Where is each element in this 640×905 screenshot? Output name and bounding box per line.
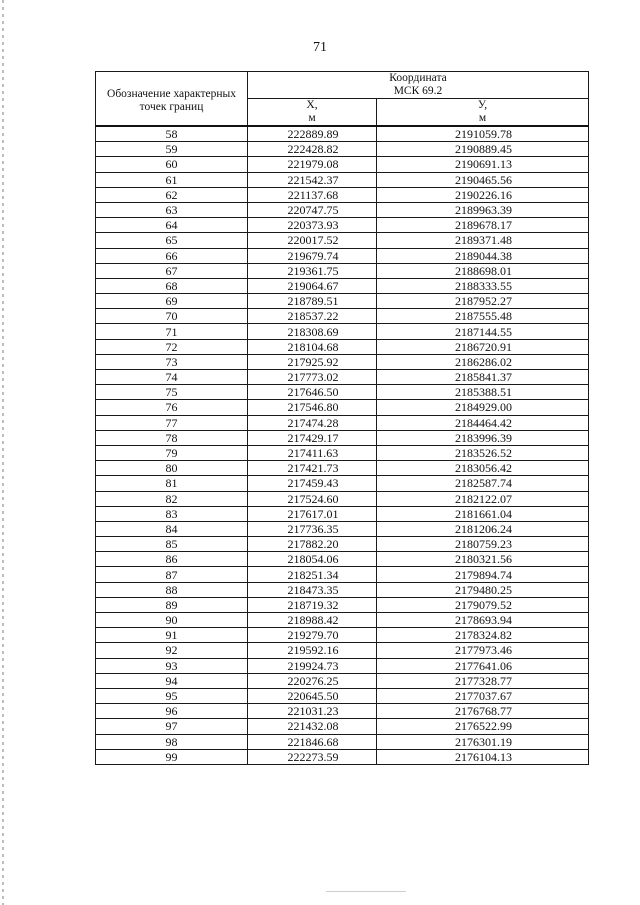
y-coordinate-cell: 2187144.55	[377, 324, 589, 339]
y-coordinate-cell: 2189678.17	[377, 218, 589, 233]
point-number-cell: 65	[96, 233, 248, 248]
point-number-cell: 74	[96, 370, 248, 385]
table-row	[96, 719, 589, 734]
table-row	[96, 294, 589, 309]
point-number-cell: 62	[96, 187, 248, 202]
table-row	[96, 628, 589, 643]
x-coordinate-cell: 217882.20	[248, 537, 377, 552]
table-row	[96, 582, 589, 597]
table-row	[96, 385, 589, 400]
point-number-cell: 87	[96, 567, 248, 582]
table-row	[96, 461, 589, 476]
y-coordinate-cell: 2183526.52	[377, 445, 589, 460]
header-y-unit: м	[478, 112, 487, 124]
point-number-cell: 72	[96, 339, 248, 354]
point-number-cell: 85	[96, 537, 248, 552]
table-row	[96, 552, 589, 567]
y-coordinate-cell: 2190226.16	[377, 187, 589, 202]
x-coordinate-cell: 217474.28	[248, 415, 377, 430]
y-coordinate-cell: 2183056.42	[377, 461, 589, 476]
x-coordinate-cell: 218054.06	[248, 552, 377, 567]
point-number-cell: 93	[96, 658, 248, 673]
table-row	[96, 643, 589, 658]
table-row	[96, 233, 589, 248]
x-coordinate-cell: 221979.08	[248, 157, 377, 172]
point-number-cell: 99	[96, 749, 248, 764]
point-number-cell: 69	[96, 294, 248, 309]
y-coordinate-cell: 2179079.52	[377, 597, 589, 612]
point-number-cell: 70	[96, 309, 248, 324]
y-coordinate-cell: 2177973.46	[377, 643, 589, 658]
table-row	[96, 218, 589, 233]
x-coordinate-cell: 219679.74	[248, 248, 377, 263]
x-coordinate-cell: 220645.50	[248, 688, 377, 703]
y-coordinate-cell: 2178324.82	[377, 628, 589, 643]
x-coordinate-cell: 219592.16	[248, 643, 377, 658]
y-coordinate-cell: 2176301.19	[377, 734, 589, 749]
x-coordinate-cell: 218719.32	[248, 597, 377, 612]
point-number-cell: 84	[96, 521, 248, 536]
point-number-cell: 92	[96, 643, 248, 658]
point-number-cell: 60	[96, 157, 248, 172]
point-number-cell: 83	[96, 506, 248, 521]
table-row	[96, 202, 589, 217]
table-row	[96, 537, 589, 552]
x-coordinate-cell: 219279.70	[248, 628, 377, 643]
y-coordinate-cell: 2180321.56	[377, 552, 589, 567]
y-coordinate-cell: 2181206.24	[377, 521, 589, 536]
x-coordinate-cell: 217546.80	[248, 400, 377, 415]
point-number-cell: 98	[96, 734, 248, 749]
table-row	[96, 673, 589, 688]
x-coordinate-cell: 221031.23	[248, 704, 377, 719]
y-coordinate-cell: 2186286.02	[377, 354, 589, 369]
header-y	[377, 99, 589, 127]
table-row	[96, 354, 589, 369]
x-coordinate-cell: 218988.42	[248, 613, 377, 628]
point-number-cell: 78	[96, 430, 248, 445]
y-coordinate-cell: 2189963.39	[377, 202, 589, 217]
header-coordinate-label: Координата	[389, 72, 447, 84]
table-row	[96, 658, 589, 673]
table-row	[96, 476, 589, 491]
y-coordinate-cell: 2187555.48	[377, 309, 589, 324]
x-coordinate-cell: 217421.73	[248, 461, 377, 476]
x-coordinate-cell: 222273.59	[248, 749, 377, 764]
table-row	[96, 430, 589, 445]
point-number-cell: 96	[96, 704, 248, 719]
x-coordinate-cell: 217429.17	[248, 430, 377, 445]
point-number-cell: 77	[96, 415, 248, 430]
table-row	[96, 704, 589, 719]
point-number-cell: 95	[96, 688, 248, 703]
x-coordinate-cell: 221846.68	[248, 734, 377, 749]
point-number-cell: 97	[96, 719, 248, 734]
table-row	[96, 172, 589, 187]
x-coordinate-cell: 220276.25	[248, 673, 377, 688]
table-row	[96, 278, 589, 293]
point-number-cell: 89	[96, 597, 248, 612]
table-row	[96, 491, 589, 506]
x-coordinate-cell: 218308.69	[248, 324, 377, 339]
table-row	[96, 263, 589, 278]
x-coordinate-cell: 220373.93	[248, 218, 377, 233]
coordinates-table	[95, 71, 589, 765]
point-number-cell: 61	[96, 172, 248, 187]
point-number-cell: 81	[96, 476, 248, 491]
y-coordinate-cell: 2190465.56	[377, 172, 589, 187]
x-coordinate-cell: 217646.50	[248, 385, 377, 400]
y-coordinate-cell: 2182587.74	[377, 476, 589, 491]
table-row	[96, 400, 589, 415]
table-row	[96, 521, 589, 536]
x-coordinate-cell: 218537.22	[248, 309, 377, 324]
x-coordinate-cell: 217459.43	[248, 476, 377, 491]
scanned-page-edge	[2, 0, 4, 905]
y-coordinate-cell: 2181661.04	[377, 506, 589, 521]
y-coordinate-cell: 2182122.07	[377, 491, 589, 506]
point-number-cell: 76	[96, 400, 248, 415]
point-number-cell: 82	[96, 491, 248, 506]
table-row	[96, 445, 589, 460]
x-coordinate-cell: 218104.68	[248, 339, 377, 354]
point-number-cell: 73	[96, 354, 248, 369]
y-coordinate-cell: 2176104.13	[377, 749, 589, 764]
table-row	[96, 506, 589, 521]
table-row	[96, 324, 589, 339]
point-number-cell: 71	[96, 324, 248, 339]
table-row	[96, 567, 589, 582]
table-row	[96, 142, 589, 157]
point-number-cell: 59	[96, 142, 248, 157]
point-number-cell: 63	[96, 202, 248, 217]
y-coordinate-cell: 2180759.23	[377, 537, 589, 552]
point-number-cell: 66	[96, 248, 248, 263]
table-row	[96, 734, 589, 749]
x-coordinate-cell: 217773.02	[248, 370, 377, 385]
point-number-cell: 94	[96, 673, 248, 688]
y-coordinate-cell: 2177328.77	[377, 673, 589, 688]
point-number-cell: 86	[96, 552, 248, 567]
table-row	[96, 749, 589, 764]
point-number-cell: 90	[96, 613, 248, 628]
header-point-designation: Обозначение характерных точек границ	[96, 72, 248, 127]
x-coordinate-cell: 218251.34	[248, 567, 377, 582]
table-row	[96, 415, 589, 430]
x-coordinate-cell: 220017.52	[248, 233, 377, 248]
y-coordinate-cell: 2190889.45	[377, 142, 589, 157]
point-number-cell: 88	[96, 582, 248, 597]
y-coordinate-cell: 2176768.77	[377, 704, 589, 719]
table-row	[96, 339, 589, 354]
y-coordinate-cell: 2189044.38	[377, 248, 589, 263]
x-coordinate-cell: 217617.01	[248, 506, 377, 521]
point-number-cell: 67	[96, 263, 248, 278]
header-x-label: Х,	[306, 99, 318, 111]
y-coordinate-cell: 2188333.55	[377, 278, 589, 293]
point-number-cell: 79	[96, 445, 248, 460]
y-coordinate-cell: 2187952.27	[377, 294, 589, 309]
x-coordinate-cell: 217524.60	[248, 491, 377, 506]
x-coordinate-cell: 221542.37	[248, 172, 377, 187]
header-x	[248, 99, 377, 127]
table-row	[96, 370, 589, 385]
point-number-cell: 58	[96, 126, 248, 142]
y-coordinate-cell: 2184929.00	[377, 400, 589, 415]
y-coordinate-cell: 2184464.42	[377, 415, 589, 430]
x-coordinate-cell: 219924.73	[248, 658, 377, 673]
point-number-cell: 64	[96, 218, 248, 233]
table-body	[96, 126, 589, 764]
y-coordinate-cell: 2179480.25	[377, 582, 589, 597]
x-coordinate-cell: 217736.35	[248, 521, 377, 536]
y-coordinate-cell: 2176522.99	[377, 719, 589, 734]
table-row	[96, 688, 589, 703]
x-coordinate-cell: 222428.82	[248, 142, 377, 157]
table-row	[96, 157, 589, 172]
bottom-divider	[326, 891, 406, 892]
table-row	[96, 248, 589, 263]
page-number: 71	[313, 40, 327, 55]
table-header	[96, 72, 589, 127]
table-row	[96, 309, 589, 324]
header-x-unit: м	[308, 112, 316, 124]
x-coordinate-cell: 221137.68	[248, 187, 377, 202]
y-coordinate-cell: 2185841.37	[377, 370, 589, 385]
header-coordinate-system: МСК 69.2	[393, 85, 443, 97]
x-coordinate-cell: 222889.89	[248, 126, 377, 142]
header-y-label: У,	[477, 99, 488, 111]
y-coordinate-cell: 2178693.94	[377, 613, 589, 628]
table-row	[96, 187, 589, 202]
y-coordinate-cell: 2190691.13	[377, 157, 589, 172]
table-row	[96, 126, 589, 142]
header-coordinate	[248, 72, 589, 99]
point-number-cell: 68	[96, 278, 248, 293]
x-coordinate-cell: 219361.75	[248, 263, 377, 278]
y-coordinate-cell: 2183996.39	[377, 430, 589, 445]
y-coordinate-cell: 2189371.48	[377, 233, 589, 248]
x-coordinate-cell: 218789.51	[248, 294, 377, 309]
table-row	[96, 597, 589, 612]
point-number-cell: 80	[96, 461, 248, 476]
x-coordinate-cell: 221432.08	[248, 719, 377, 734]
y-coordinate-cell: 2186720.91	[377, 339, 589, 354]
y-coordinate-cell: 2177037.67	[377, 688, 589, 703]
point-number-cell: 75	[96, 385, 248, 400]
x-coordinate-cell: 217411.63	[248, 445, 377, 460]
y-coordinate-cell: 2188698.01	[377, 263, 589, 278]
x-coordinate-cell: 219064.67	[248, 278, 377, 293]
y-coordinate-cell: 2177641.06	[377, 658, 589, 673]
y-coordinate-cell: 2179894.74	[377, 567, 589, 582]
y-coordinate-cell: 2185388.51	[377, 385, 589, 400]
x-coordinate-cell: 218473.35	[248, 582, 377, 597]
x-coordinate-cell: 220747.75	[248, 202, 377, 217]
x-coordinate-cell: 217925.92	[248, 354, 377, 369]
point-number-cell: 91	[96, 628, 248, 643]
y-coordinate-cell: 2191059.78	[377, 126, 589, 142]
table-row	[96, 613, 589, 628]
